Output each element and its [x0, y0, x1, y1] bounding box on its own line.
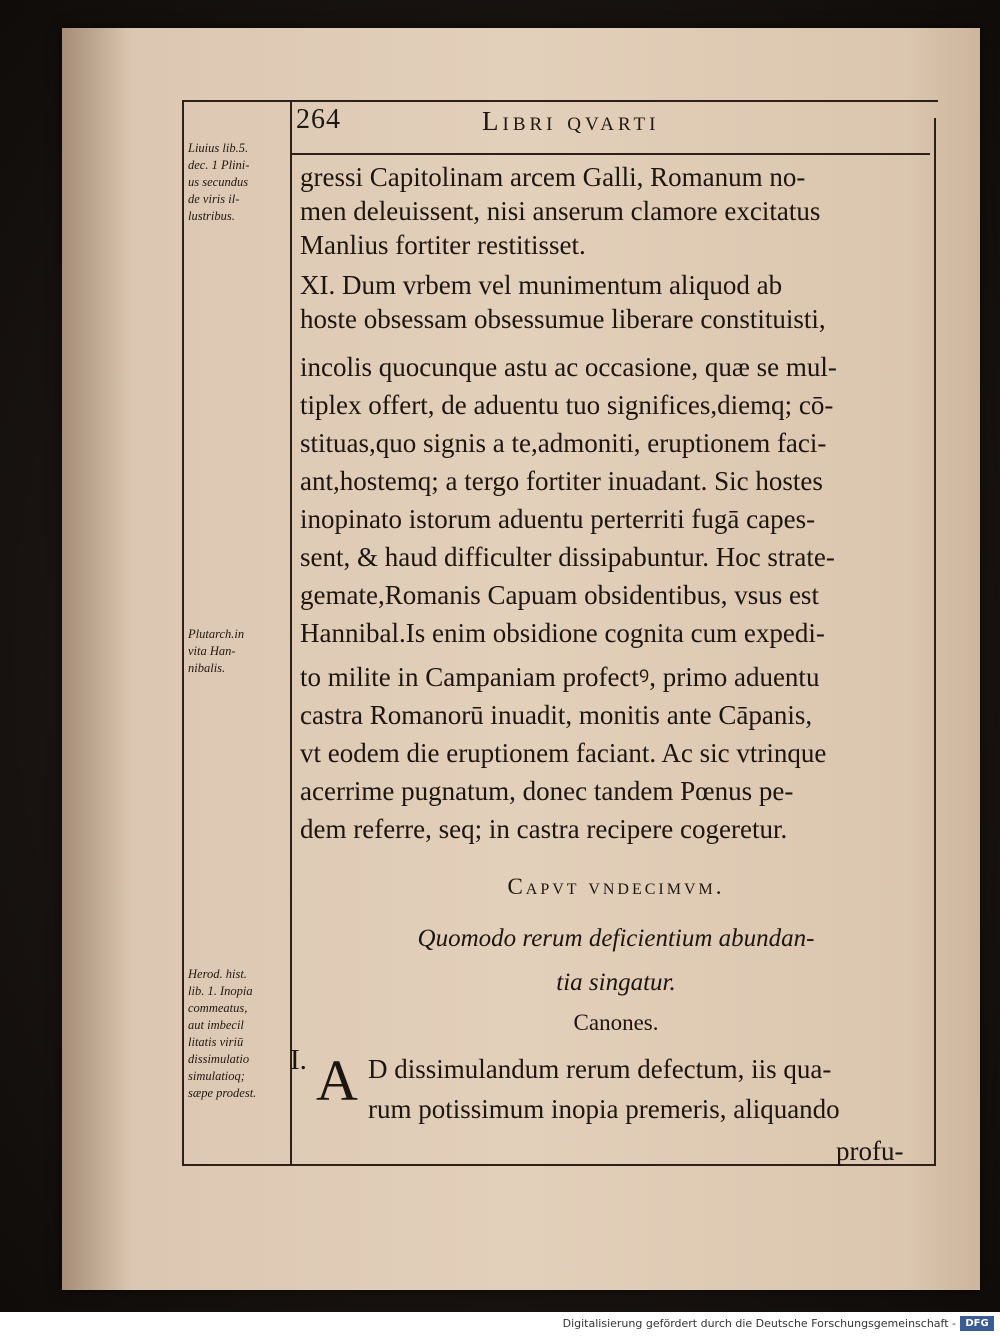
body-line: sent, & haud difficulter dissipabuntur. Hoc strate- — [300, 542, 835, 572]
footer-credit: Digitalisierung gefördert durch die Deutsche Forschungsgemeinschaft - — [562, 1317, 956, 1330]
frame-rule-bottom — [182, 1164, 934, 1166]
body-line: hoste obsessam obsessumue liberare constituisti, — [300, 304, 826, 334]
body-line: to milite in Campaniam profectꝰ, primo aduentu — [300, 662, 820, 692]
initial-letter: A — [316, 1048, 358, 1113]
section-line: profu- — [836, 1136, 904, 1166]
body-line: tiplex offert, de aduentu tuo significes,diemq; cō- — [300, 390, 834, 420]
margin-note-line: simulatioq; — [188, 1069, 245, 1083]
footer-bar — [0, 1312, 1000, 1336]
margin-note-livius — [188, 140, 286, 225]
margin-note-line: sæpe prodest. — [188, 1086, 257, 1100]
margin-note-line: nibalis. — [188, 661, 226, 675]
body-line: acerrime pugnatum, donec tandem Pœnus pe- — [300, 776, 794, 806]
section-line: rum potissimum inopia premeris, aliquando — [368, 1094, 840, 1124]
margin-note-line: dissimulatio — [188, 1052, 250, 1066]
frame-rule-margin — [290, 100, 292, 1166]
body-line: castra Romanorū inuadit, monitis ante Cāpanis, — [300, 700, 813, 730]
body-line: incolis quocunque astu ac occasione, quæ se mul- — [300, 352, 837, 382]
chapter-title: Capvt vndecimvm. — [507, 874, 725, 899]
chapter-subtitle-line: Quomodo rerum deficientium abundan- — [417, 925, 815, 952]
frame-rule-left — [182, 100, 184, 1166]
margin-note-line: aut imbecil — [188, 1018, 244, 1032]
margin-note-herodian — [188, 966, 286, 1102]
margin-note-line: vita Han- — [188, 644, 236, 658]
page-gutter-shadow — [62, 28, 132, 1290]
body-line: stituas,quo signis a te,admoniti, eruptionem faci- — [300, 428, 827, 458]
body-line: gemate,Romanis Capuam obsidentibus, vsus est — [300, 580, 819, 610]
frame-rule-header — [292, 153, 930, 155]
dfg-logo-badge: DFG — [960, 1316, 994, 1331]
margin-note-plutarch — [188, 626, 286, 677]
margin-note-line: commeatus, — [188, 1001, 248, 1015]
body-line: dem referre, seq; in castra recipere cogeretur. — [300, 814, 788, 844]
margin-note-line: Herod. hist. — [188, 967, 247, 981]
body-line: men deleuissent, nisi anserum clamore excitatus — [300, 196, 821, 226]
margin-note-line: Plutarch.in — [188, 627, 245, 641]
frame-rule-right — [934, 118, 936, 1166]
body-line: Manlius fortiter restitisset. — [300, 230, 586, 260]
running-head: Libri qvarti — [482, 106, 660, 136]
margin-note-line: litatis viriū — [188, 1035, 244, 1049]
body-line: vt eodem die eruptionem faciant. Ac sic vtrinque — [300, 738, 827, 768]
margin-note-line: us secundus — [188, 175, 249, 189]
body-line: Hannibal.Is enim obsidione cognita cum expedi- — [300, 618, 825, 648]
canones-heading: Canones. — [573, 1010, 659, 1035]
margin-note-line: lib. 1. Inopia — [188, 984, 253, 998]
body-line: inopinato istorum aduentu perterriti fugā capes- — [300, 504, 816, 534]
section-number: I. — [290, 1044, 307, 1076]
section-line: D dissimulandum rerum defectum, iis qua- — [368, 1054, 832, 1084]
chapter-subtitle-line: tia singatur. — [556, 969, 676, 996]
margin-note-line: dec. 1 Plini- — [188, 158, 250, 172]
body-line: XI. Dum vrbem vel munimentum aliquod ab — [300, 270, 783, 300]
margin-note-line: Liuius lib.5. — [188, 141, 249, 155]
margin-note-line: lustribus. — [188, 209, 235, 223]
body-line: gressi Capitolinam arcem Galli, Romanum no- — [300, 162, 806, 192]
margin-note-line: de viris il- — [188, 192, 240, 206]
page-number: 264 — [296, 104, 341, 135]
frame-rule-top — [182, 100, 938, 102]
body-line: ant,hostemq; a tergo fortiter inuadant. Sic hostes — [300, 466, 823, 496]
